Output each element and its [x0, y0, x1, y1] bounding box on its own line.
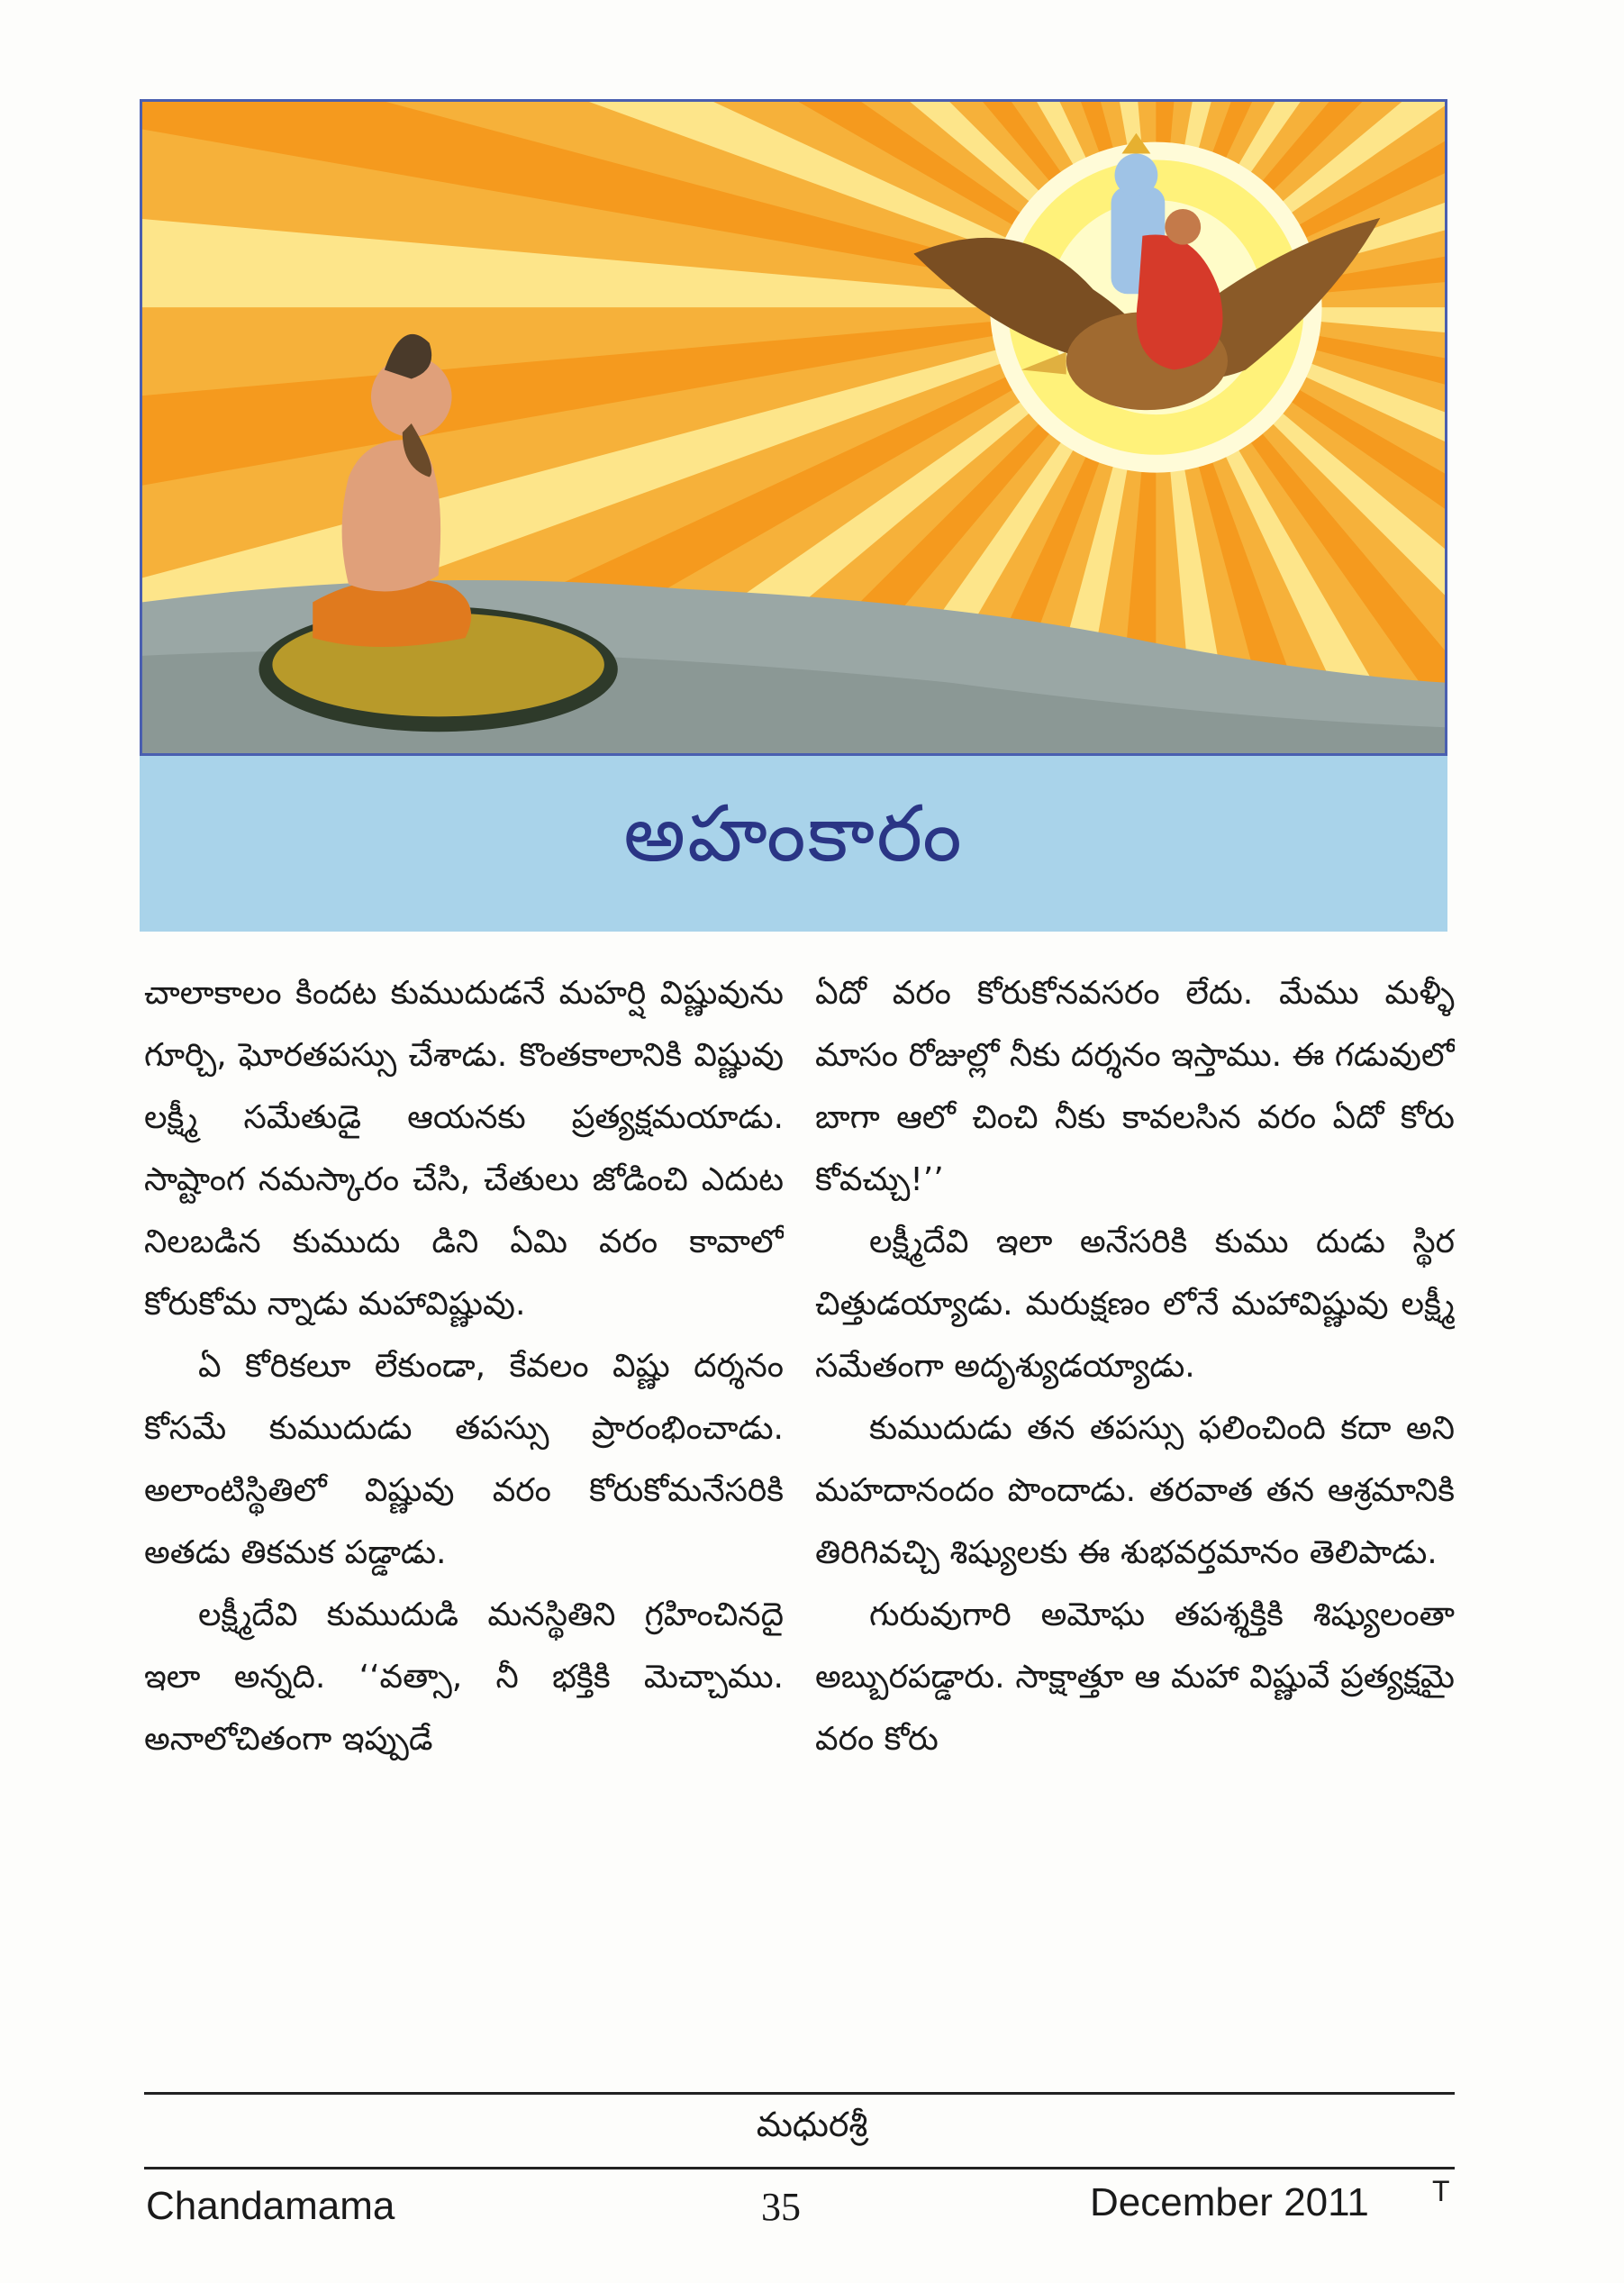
title-band	[140, 756, 1447, 932]
story-title: అహంకారం	[623, 789, 964, 879]
story-illustration	[140, 99, 1447, 756]
paragraph: లక్ష్మీదేవి ఇలా అనేసరికి కుము దుడు స్థిర చిత్తుడయ్యాడు. మరుక్షణం లోనే మహావిష్ణువు లక్ష్మీ సమేతంగా అదృశ్యుడయ్యాడు.	[815, 1223, 1455, 1385]
paragraph: గురువుగారి అమోఘ తపశ్శక్తికి శిష్యులంతా అబ్బురపడ్డారు. సాక్షాత్తూ ఆ మహా విష్ణువే ప్రత్యక్షమై వరం కోరు	[815, 1596, 1455, 1758]
text-column-right	[815, 962, 1455, 2069]
divider	[144, 2092, 1455, 2095]
divider	[144, 2167, 1455, 2169]
magazine-name: Chandamama	[146, 2184, 395, 2228]
page-mark: T	[1432, 2175, 1450, 2207]
paragraph: కుముదుడు తన తపస్సు ఫలించింది కదా అని మహదానందం పొందాడు. తరవాత తన ఆశ్రమానికి తిరిగివచ్చి శిష్యులకు ఈ శుభవర్తమానం తెలిపాడు.	[815, 1410, 1455, 1571]
text-column-left	[144, 962, 784, 2069]
author-name: మధురశ్రీ	[756, 2105, 868, 2144]
page-number: 35	[761, 2185, 801, 2229]
paragraph: చాలాకాలం కిందట కుముదుడనే మహర్షి విష్ణువును గూర్చి, ఘోరతపస్సు చేశాడు. కొంతకాలానికి విష్ణువు లక్ష్మీ సమేతుడై ఆయనకు ప్రత్యక్షమయాడు. సాష్టాంగ నమస్కారం చేసి, చేతులు జోడించి ఎదుట నిలబడిన కుముదు డిని ఏమి వరం కావాలో కోరుకోమ న్నాడు మహావిష్ణువు.	[144, 975, 784, 1323]
paragraph: ఏ కోరికలూ లేకుండా, కేవలం విష్ణు దర్శనం కోసమే కుముదుడు తపస్సు ప్రారంభించాడు. అలాంటిస్థితిలో విష్ణువు వరం కోరుకోమనేసరికి అతడు తికమక పడ్డాడు.	[144, 1348, 784, 1571]
paragraph: ఏదో వరం కోరుకోనవసరం లేదు. మేము మళ్ళీ మాసం రోజుల్లో నీకు దర్శనం ఇస్తాము. ఈ గడువులో బాగా ఆలో చించి నీకు కావలసిన వరం ఏదో కోరు కోవచ్చు!’’	[815, 975, 1455, 1198]
paragraph: లక్ష్మీదేవి కుముదుడి మనస్థితిని గ్రహించినదై ఇలా అన్నది. ‘‘వత్సా, నీ భక్తికి మెచ్చాము. అనాలోచితంగా ఇప్పుడే	[144, 1596, 784, 1758]
issue-date: December 2011	[1090, 2180, 1369, 2224]
